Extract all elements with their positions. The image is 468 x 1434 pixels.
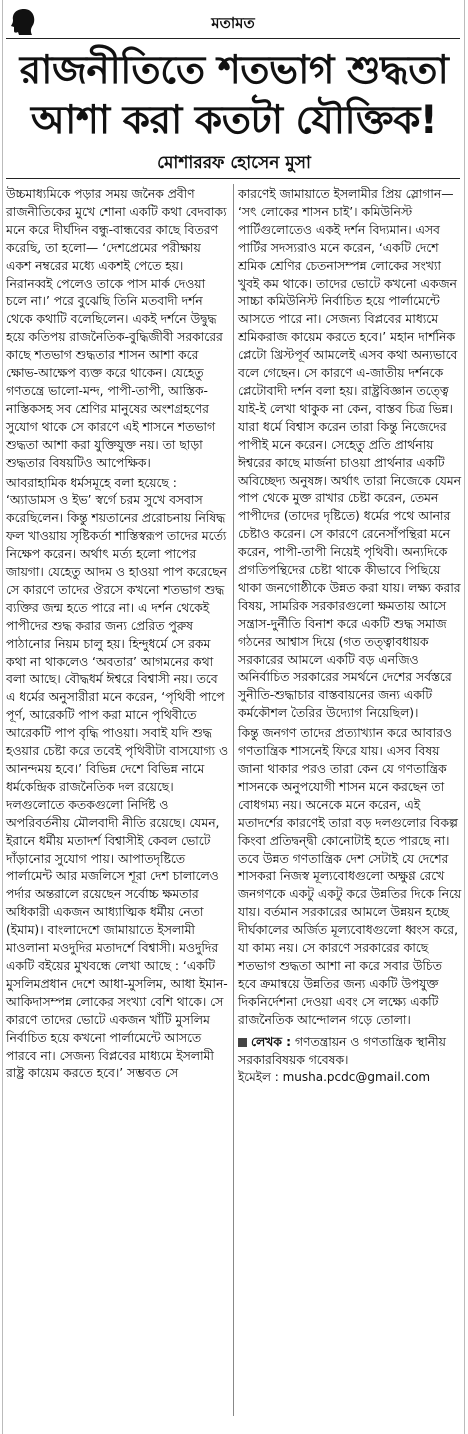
square-bullet-icon: [238, 1038, 247, 1047]
section-header: [6, 6, 460, 38]
header-rule: [6, 38, 460, 39]
byline-rule: [6, 178, 460, 179]
headline: [8, 46, 460, 146]
author-byline: মোশাররফ হোসেন মুসা: [157, 153, 311, 173]
author-email: ইমেইল : musha.pcdc@gmail.com: [238, 1070, 431, 1085]
headline-line-1: রাজনীতিতে শতভাগ শুদ্ধতা: [19, 48, 449, 93]
page-edge-line: [464, 0, 465, 1434]
left-column: [6, 186, 229, 1085]
headline-line-2: আশা করা কতটা যৌক্তিক!: [30, 98, 438, 143]
column-divider: [233, 184, 234, 1416]
paragraph: উচ্চমাধ্যমিকে পড়ার সময় জনৈক প্রবীণ রাজনীতিকের মুখে শোনা একটি কথা বেদবাক্য মনে করে দীর্ঘদিন বন্ধু-বান্ধবের কাছে বিতরণ করেছি, তা হলো— ‘দেশপ্রেমের পরীক্ষায় একশ নম্বরের মধ্যে একশই পেতে হয়। নিরানব্বই পেলেও তাকে পাস মার্ক দেওয়া চলে না।’ পরে বুঝেছি তিনি মতবাদী দর্শন থেকে কথাটি বলেছিলেন। একই দর্শনে উদ্বুদ্ধ হয়ে কতিপয় রাজনৈতিক-বুদ্ধিজীবী সরকারের কাছে শতভাগ শুদ্ধতার শাসন আশা করে ক্ষোভ-আক্ষেপ ব্যক্ত করে থাকেন। যেহেতু গণতন্ত্রে ভালো-মন্দ, পাপী-তাপী, আস্তিক-নাস্তিকসহ সব শ্রেণির মানুষের অংশগ্রহণের সুযোগ থাকে সে কারণে এই শাসনে শতভাগ শুদ্ধতা আশা করা যুক্তিযুক্ত নয়। তা ছাড়া শুদ্ধতার বিষয়টিও আপেক্ষিক।: [6, 187, 227, 470]
section-label: মতামত: [211, 14, 255, 32]
page-edge-line: [2, 0, 3, 1434]
paragraph: কিন্তু জনগণ তাদের প্রত্যাখ্যান করে আবারও গণতান্ত্রিক শাসনেই ফিরে যায়। এসব বিষয় জানা থাকার পরও তারা কেন যে গণতান্ত্রিক শাসনকে অনুপযোগী শাসন মনে করছেন তা বোধগম্য নয়। অনেকে মনে করেন, এই মতাদর্শের কারণেই তারা বড় দলগুলোর বিকল্প কিংবা প্রতিদ্বন্দ্বী কোনোটাই হতে পারছে না। তবে উন্নত গণতান্ত্রিক দেশ সেটাই যে দেশের শাসকরা নিজস্ব মূল্যবোধগুলো অক্ষুণ্ণ রেখে জনগণকে একটু একটু করে উন্নতির দিকে নিয়ে যায়। বর্তমান সরকারের আমলে উন্নয়ন হচ্ছে দীর্ঘকালের অর্জিত মূল্যবোধগুলো ধ্বংস করে, যা কাম্য নয়। সে কারণে সরকারের কাছে শতভাগ শুদ্ধতা আশা না করে সবার উচিত হবে ক্রমান্বয়ে উন্নতির জন্য একটি উপযুক্ত দিকনির্দেশনা দেওয়া এবং সে লক্ষ্যে একটি রাজনৈতিক আন্দোলন গড়ে তোলা।: [238, 726, 462, 1027]
paragraph: কারণেই জামায়াতে ইসলামীর প্রিয় স্লোগান— ‘সৎ লোকের শাসন চাই’। কমিউনিস্ট পার্টিগুলোতেও একই দর্শন বিদ্যমান। এসব পার্টির সদস্যরাও মনে করেন, ‘একটি দেশে শ্রমিক শ্রেণির চেতনাসম্পন্ন লোকের সংখ্যা খুবই কম থাকে। তাদের ভোটে কখনো একজন সাচ্চা কমিউনিস্ট নির্বাচিত হয়ে পার্লামেন্টে আসতে পারে না। সেজন্য বিপ্লবের মাধ্যমে শ্রমিকরাজ কায়েম করতে হবে।’ মহান দার্শনিক প্লেটো খ্রিস্টপূর্ব আমলেই এসব কথা অন্যভাবে বলে গেছেন। সে কারণে এ-জাতীয় দর্শনকে প্লেটোবাদী দর্শন বলা হয়। রাষ্ট্রবিজ্ঞান তত্ত্বে যাই-ই লেখা থাকুক না কেন, বাস্তব চিত্র ভিন্ন। যারা ধর্মে বিশ্বাস করেন তারা কিন্তু নিজেদের পাপীই মনে করেন। সেহেতু প্রতি প্রার্থনায় ঈশ্বরের কাছে মার্জনা চাওয়া প্রার্থনার একটি অবিচ্ছেদ্য অনুষঙ্গ। অর্থাৎ তারা নিজেকে যেমন পাপ থেকে মুক্ত রাখার চেষ্টা করেন, তেমন পাপীদের (তাদের দৃষ্টিতে) ধর্মের পথে আনার চেষ্টাও করেন। সে কারণে রেনেসাঁপন্থিরা মনে করেন, পাপী-তাপী নিয়েই পৃথিবী। অন্যদিকে প্রগতিপন্থিদের চেষ্টা থাকে কীভাবে পিছিয়ে থাকা জনগোষ্ঠীকে উন্নত করা যায়। লক্ষ্য করার বিষয়, সামরিক সরকারগুলো ক্ষমতায় আসে সন্ত্রাস-দুর্নীতি বিনাশ করে একটি শুদ্ধ সমাজ গঠনের আশ্বাস দিয়ে (গত তত্ত্বাবধায়ক সরকারের আমলে একটি বড় এনজিও অনির্বাচিত সরকারের সমর্থনে দেশের সর্বস্তরে সুনীতি-শুদ্ধাচার বাস্তবায়নের জন্য একটি কর্মকৌশল তৈরির উদ্যোগ নিয়েছিল)।: [238, 187, 461, 721]
right-column: [238, 186, 462, 1087]
signature-text: গণতন্ত্রায়ন ও গণতান্ত্রিক স্থানীয় সরকারবিষয়ক গবেষক।: [238, 1034, 446, 1067]
author-signature: [238, 1034, 462, 1088]
signature-label: লেখক :: [251, 1034, 292, 1049]
paragraph: আবরাহামিক ধর্মসমূহে বলা হয়েছে : ‘অ্যাডামস ও ইভ’ স্বর্গে চরম সুখে বসবাস করেছিলেন। কিন্তু শয়তানের প্ররোচনায় নিষিদ্ধ ফল খাওয়ায় সৃষ্টিকর্তা শাস্তিস্বরূপ তাদের মর্ত্যে নিক্ষেপ করেন। অর্থাৎ মর্ত্য হলো পাপের জায়গা। যেহেতু আদম ও হাওয়া পাপ করেছেন সে কারণে তাদের ঔরসে কখনো শতভাগ শুদ্ধ ব্যক্তির জন্ম হতে পারে না। এ দর্শন থেকেই পাপীদের শুদ্ধ করার জন্য প্রেরিত পুরুষ পাঠানোর নিয়ম চালু হয়। হিন্দুধর্মে সে রকম কথা না থাকলেও ‘অবতার’ আগমনের কথা বলা আছে। বৌদ্ধধর্ম ঈশ্বরে বিশ্বাসী নয়। তবে এ ধর্মের অনুসারীরা মনে করেন, ‘পৃথিবী পাপে পূর্ণ, আরেকটি পাপ করা মানে পৃথিবীতে আরেকটি পাপ বৃদ্ধি পাওয়া। সবাই যদি শুদ্ধ হওয়ার চেষ্টা করে তবেই পৃথিবীটা বাসযোগ্য ও আনন্দময় হবে।’ বিভিন্ন দেশে বিভিন্ন নামে ধর্মকেন্দ্রিক রাজনৈতিক দল রয়েছে। দলগুলোতে কতকগুলো নির্দিষ্ট ও অপরিবর্তনীয় মৌলবাদী নীতি রয়েছে। যেমন, ইরানে ধর্মীয় মতাদর্শ বিশ্বাসীই কেবল ভোটে দাঁড়ানোর সুযোগ পায়। আপাতদৃষ্টিতে পার্লামেন্ট আর মজলিসে শূরা দেশ চালালেও পর্দার অন্তরালে রয়েছেন সর্বোচ্চ ক্ষমতার অধিকারী একজন আধ্যাত্মিক ধর্মীয় নেতা (ইমাম)। বাংলাদেশে জামায়াতে ইসলামী মাওলানা মওদুদির মতাদর্শে বিশ্বাসী। মওদুদির একটি বইয়ের মুখবন্ধে লেখা আছে : ‘একটি মুসলিমপ্রধান দেশে আধা-মুসলিম, আধা ইমান-আকিদাসম্পন্ন লোকের সংখ্যা বেশি থাকে। সে কারণে তাদের ভোটে একজন খাঁটি মুসলিম নির্বাচিত হয়ে কখনো পার্লামেন্টে আসতে পারবে না। সেজন্য বিপ্লবের মাধ্যমে ইসলামী রাষ্ট্র কায়েম করতে হবে।’ সম্ভবত সে: [6, 475, 229, 1081]
